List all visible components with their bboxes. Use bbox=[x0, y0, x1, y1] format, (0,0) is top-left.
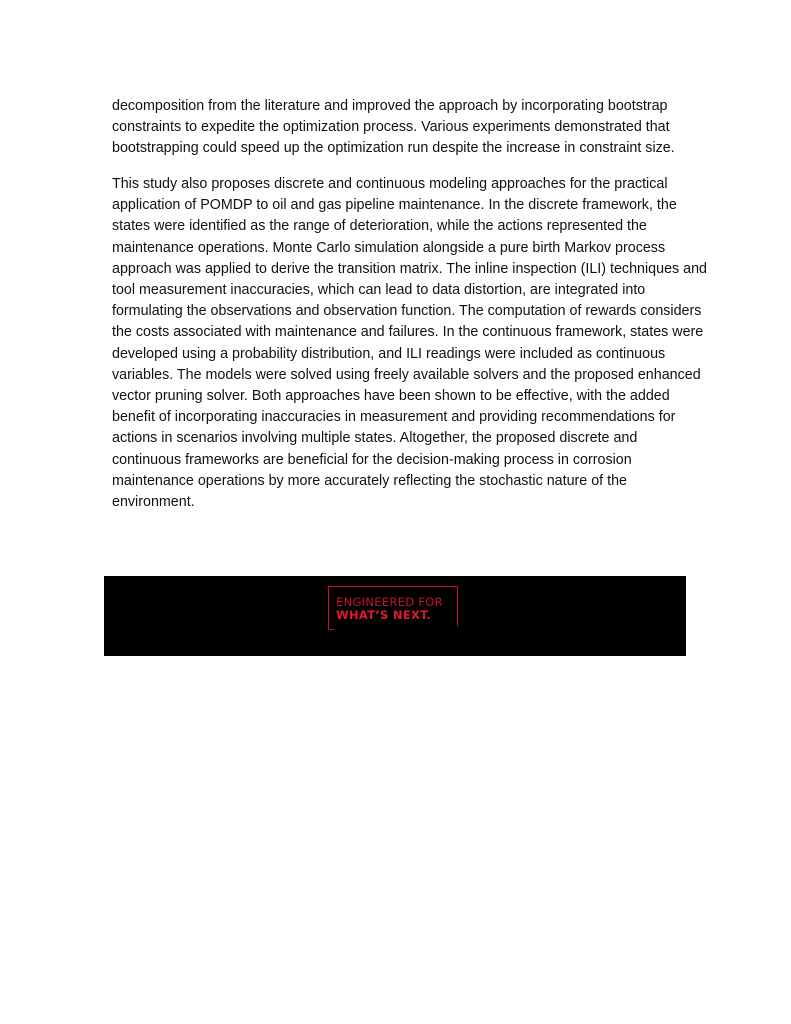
paragraph-line: the costs associated with maintenance and failures. In the continuous framework, states were bbox=[112, 324, 704, 341]
paragraph-line: maintenance operations by more accurately reflecting the stochastic nature of the bbox=[112, 472, 627, 489]
paragraph-line: bootstrapping could speed up the optimization run despite the increase in constraint size. bbox=[112, 140, 675, 157]
paragraph-line: maintenance operations. Monte Carlo simulation alongside a pure birth Markov process bbox=[112, 239, 666, 256]
paragraph-line: tool measurement inaccuracies, which can lead to data distortion, are integrated into bbox=[112, 282, 646, 299]
paragraph-line: constraints to expedite the optimization process. Various experiments demonstrated that bbox=[112, 119, 670, 136]
paragraph-line: continuous frameworks are beneficial for the decision-making process in corrosion bbox=[112, 451, 632, 468]
paragraph-line: actions in scenarios involving multiple states. Altogether, the proposed discrete and bbox=[112, 430, 638, 447]
paragraph-line: variables. The models were solved using freely available solvers and the proposed enhanced bbox=[112, 366, 701, 383]
paragraph-2 bbox=[112, 174, 707, 513]
paragraph-line: benefit of incorporating inaccuracies in measurement and providing recommendations for bbox=[112, 409, 676, 426]
paragraph-line: decomposition from the literature and improved the approach by incorporating bootstrap bbox=[112, 98, 668, 114]
footer-banner bbox=[104, 576, 686, 656]
paragraph-line: approach was applied to derive the transition matrix. The inline inspection (ILI) techniques and bbox=[112, 260, 707, 277]
paragraph-line: application of POMDP to oil and gas pipeline maintenance. In the discrete framework, the bbox=[112, 197, 677, 214]
paragraph-line: formulating the observations and observation function. The computation of rewards considers bbox=[112, 303, 702, 320]
paragraph-line: vector pruning solver. Both approaches have been shown to be effective, with the added bbox=[112, 388, 670, 405]
paragraph-line: states were identified as the range of deterioration, while the actions represented the bbox=[112, 218, 647, 235]
logo-line-1: ENGINEERED FOR bbox=[336, 595, 443, 609]
engineered-logo bbox=[328, 586, 460, 632]
logo-frame-gap bbox=[334, 626, 462, 632]
paragraph-line: developed using a probability distribution, and ILI readings were included as continuous bbox=[112, 345, 666, 362]
logo-line-2: WHAT’S NEXT. bbox=[336, 608, 432, 622]
paragraph-line: This study also proposes discrete and continuous modeling approaches for the practical bbox=[112, 176, 668, 192]
paragraph-line: environment. bbox=[112, 494, 195, 511]
paragraph-1 bbox=[112, 96, 684, 160]
